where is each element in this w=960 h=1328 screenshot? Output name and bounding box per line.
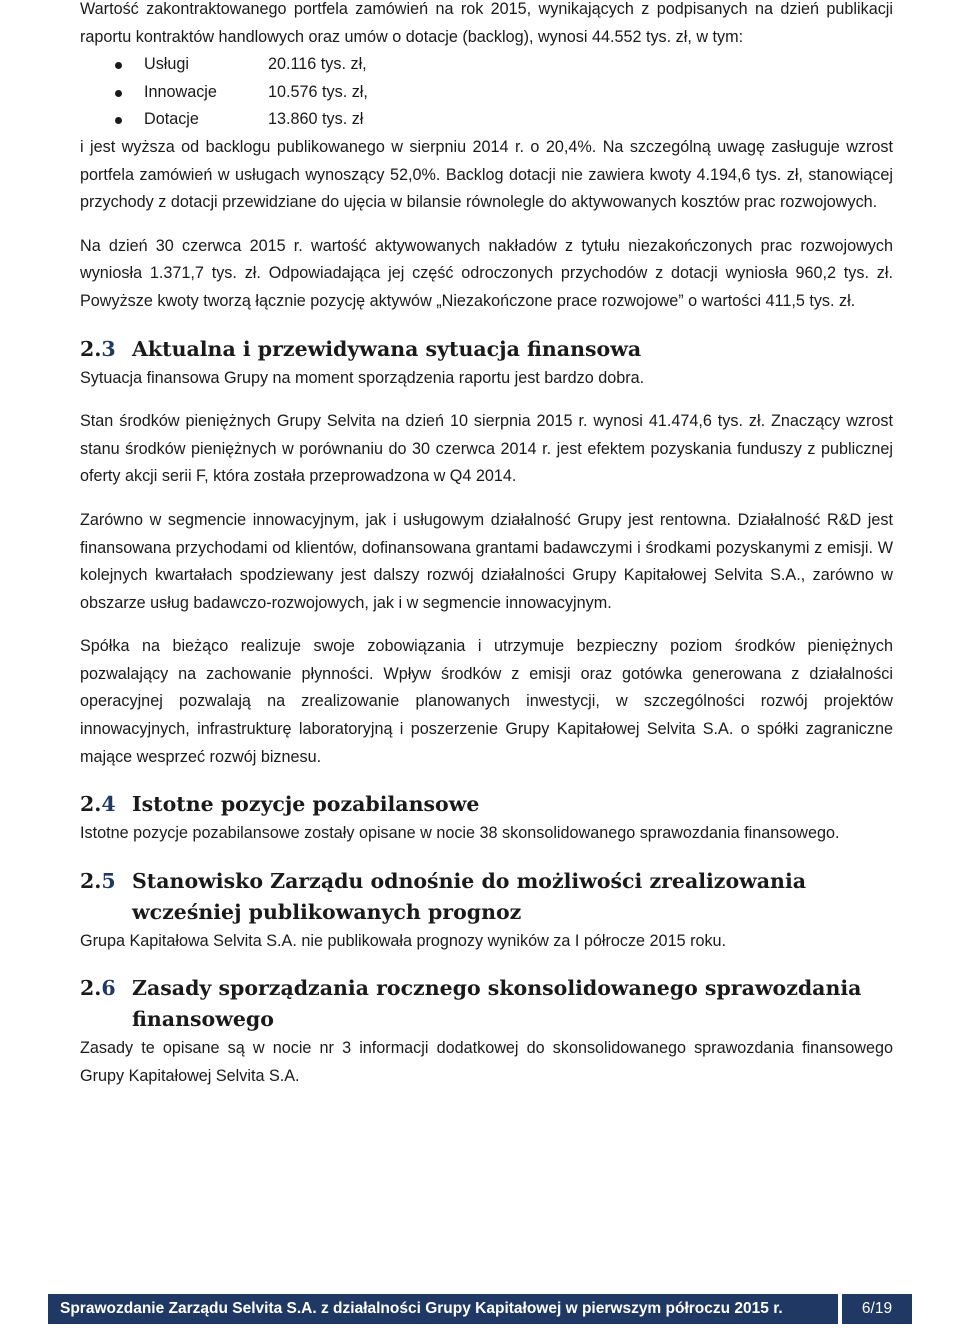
backlog-list: [80, 51, 893, 134]
off-balance-paragraph: Istotne pozycje pozabilansowe zostały opisane w nocie 38 skonsolidowanego sprawozdania finansowego.: [80, 824, 840, 843]
financial-situation-paragraph: Sytuacja finansowa Grupy na moment sporządzenia raportu jest bardzo dobra.: [80, 368, 645, 387]
list-item: Usługi 20.116 tys. zł,: [80, 51, 893, 79]
bullet-icon: [115, 62, 122, 69]
section-heading-2-4: 2.4 Istotne pozycje pozabilansowe: [80, 792, 480, 817]
development-costs-paragraph: Na dzień 30 czerwca 2015 r. wartość aktywowanych nakładów z tytułu niezakończonych prac rozwojowych wyniosła 1.371,7 tys. zł. Odpowiadająca jej część odroczonych przychodów z dotacji wyniosła 960,2 tys. zł. Powyższe kwoty tworzą łącznie pozycję aktywów „Niezakończone prace rozwojowe” o wartości 411,5 tys. zł.: [80, 236, 893, 310]
section-heading-2-6: 2.6 Zasady sporządzania rocznego skonsolidowanego sprawozdania finansowego: [80, 976, 862, 1032]
list-item: Innowacje 10.576 tys. zł,: [80, 79, 893, 107]
cash-paragraph: Stan środków pieniężnych Grupy Selvita na dzień 10 sierpnia 2015 r. wynosi 41.474,6 tys. zł. Znaczący wzrost stanu środków pieniężnych w porównaniu do 30 czerwca 2014 r. jest efektem pozyskania funduszy z publicznej oferty akcji serii F, która została przeprowadzona w Q4 2014.: [80, 412, 893, 486]
backlog-paragraph: Wartość zakontraktowanego portfela zamówień na rok 2015, wynikających z podpisanych na dzień publikacji raportu kontraktów handlowych oraz umów o dotacje (backlog), wynosi 44.552 tys. zł, w tym:: [80, 0, 893, 46]
page-number: 6/19: [842, 1294, 912, 1324]
bullet-icon: [115, 90, 122, 97]
backlog-comparison-paragraph: i jest wyższa od backlogu publikowanego w sierpniu 2014 r. o 20,4%. Na szczególną uwagę zasługuje wzrost portfela zamówień w usługach wynoszący 52,0%. Backlog dotacji nie zawiera kwoty 4.194,6 tys. zł, stanowiącej przychody z dotacji przewidziane do ujęcia w bilansie równolegle do aktywowanych kosztów prac rozwojowych.: [80, 137, 893, 212]
footer-title: Sprawozdanie Zarządu Selvita S.A. z działalności Grupy Kapitałowej w pierwszym półroczu 2015 r.: [48, 1294, 838, 1324]
liquidity-paragraph: Spółka na bieżąco realizuje swoje zobowiązania i utrzymuje bezpieczny poziom środków pieniężnych pozwalający na zachowanie płynności. Wpływ środków z emisji oraz gotówka generowana z działalności operacyjnej pozwalają na zrealizowanie planowanych inwestycji, w szczególności rozwój projektów innowacyjnych, infrastrukturę laboratoryjną i poszerzenie Grupy Kapitałowej Selvita S.A. o spółki zagraniczne mające wesprzeć rozwój biznesu.: [80, 637, 893, 766]
page-footer: [48, 1294, 912, 1324]
principles-paragraph: Zasady te opisane są w nocie nr 3 informacji dodatkowej do skonsolidowanego sprawozdania finansowego Grupy Kapitałowej Selvita S.A.: [80, 1039, 893, 1086]
list-item: Dotacje 13.860 tys. zł: [80, 106, 893, 134]
document-page: [80, 0, 893, 1091]
section-heading-2-3: 2.3 Aktualna i przewidywana sytuacja finansowa: [80, 336, 642, 361]
bullet-icon: [115, 117, 122, 124]
section-heading-2-5: 2.5 Stanowisko Zarządu odnośnie do możliwości zrealizowania wcześniej publikowanych prognoz: [80, 868, 807, 924]
forecast-paragraph: Grupa Kapitałowa Selvita S.A. nie publikowała prognozy wyników za I półrocze 2015 roku.: [80, 931, 727, 950]
profitability-paragraph: Zarówno w segmencie innowacyjnym, jak i usługowym działalność Grupy jest rentowna. Działalność R&D jest finansowana przychodami od klientów, dofinansowana grantami badawczymi i środkami pozyskanymi z emisji. W kolejnych kwartałach spodziewany jest dalszy rozwój działalności Grupy Kapitałowej Selvita S.A., zarówno w obszarze usług badawczo-rozwojowych, jak i w segmencie innowacyjnym.: [80, 510, 893, 612]
